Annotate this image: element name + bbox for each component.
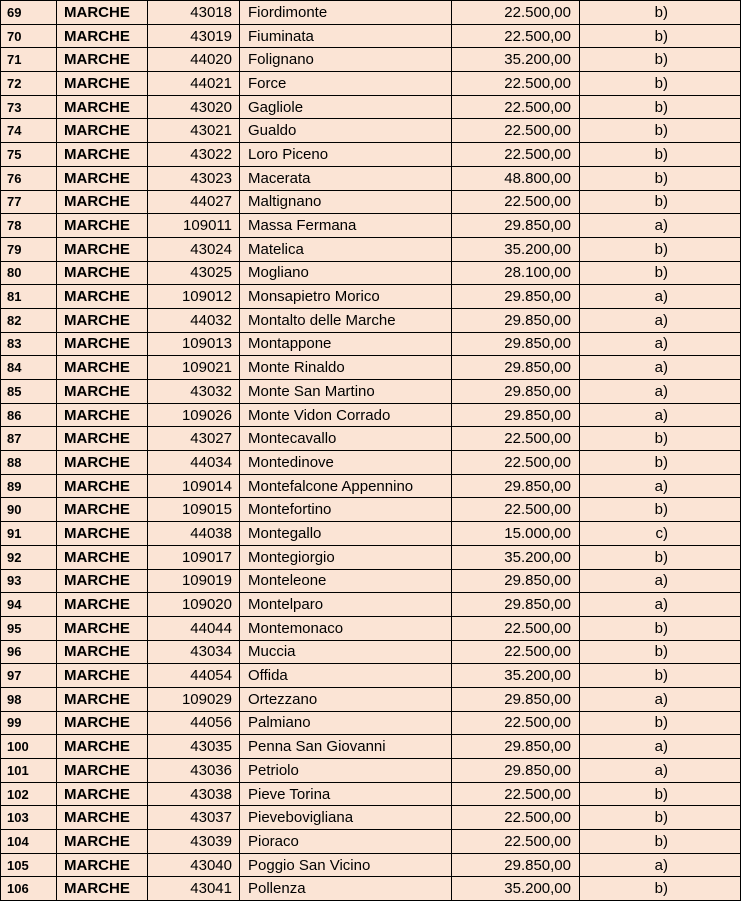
table-row [1,759,741,783]
comune-name-cell: Montefortino [240,498,452,522]
class-cell: b) [580,237,741,261]
row-number-cell: 94 [1,593,57,617]
amount-cell: 28.100,00 [452,261,580,285]
code-cell: 109019 [148,569,240,593]
region-cell: MARCHE [57,95,148,119]
class-cell: b) [580,806,741,830]
row-number-cell: 78 [1,214,57,238]
amount-cell: 22.500,00 [452,72,580,96]
comune-name-cell: Montalto delle Marche [240,308,452,332]
region-cell: MARCHE [57,261,148,285]
region-cell: MARCHE [57,664,148,688]
code-cell: 43019 [148,24,240,48]
table-row [1,214,741,238]
region-cell: MARCHE [57,332,148,356]
region-cell: MARCHE [57,830,148,854]
row-number-cell: 79 [1,237,57,261]
row-number-cell: 103 [1,806,57,830]
amount-cell: 22.500,00 [452,427,580,451]
row-number-cell: 70 [1,24,57,48]
amount-cell: 22.500,00 [452,451,580,475]
table-row [1,403,741,427]
comune-name-cell: Matelica [240,237,452,261]
region-cell: MARCHE [57,214,148,238]
row-number-cell: 84 [1,356,57,380]
code-cell: 43024 [148,237,240,261]
row-number-cell: 106 [1,877,57,901]
row-number-cell: 101 [1,759,57,783]
code-cell: 44027 [148,190,240,214]
row-number-cell: 98 [1,687,57,711]
code-cell: 109011 [148,214,240,238]
class-cell: b) [580,1,741,25]
table-row [1,237,741,261]
region-cell: MARCHE [57,522,148,546]
table-row [1,166,741,190]
region-cell: MARCHE [57,711,148,735]
code-cell: 43038 [148,782,240,806]
class-cell: a) [580,593,741,617]
row-number-cell: 73 [1,95,57,119]
amount-cell: 22.500,00 [452,616,580,640]
table-row [1,332,741,356]
row-number-cell: 71 [1,48,57,72]
class-cell: b) [580,830,741,854]
amount-cell: 22.500,00 [452,190,580,214]
code-cell: 43035 [148,735,240,759]
class-cell: a) [580,285,741,309]
comune-name-cell: Mogliano [240,261,452,285]
table-row [1,806,741,830]
amount-cell: 29.850,00 [452,380,580,404]
region-cell: MARCHE [57,687,148,711]
region-cell: MARCHE [57,285,148,309]
code-cell: 43040 [148,853,240,877]
comune-name-cell: Fiuminata [240,24,452,48]
code-cell: 109021 [148,356,240,380]
code-cell: 43041 [148,877,240,901]
code-cell: 44056 [148,711,240,735]
class-cell: b) [580,48,741,72]
class-cell: b) [580,166,741,190]
table-row [1,380,741,404]
code-cell: 109015 [148,498,240,522]
region-cell: MARCHE [57,640,148,664]
code-cell: 109026 [148,403,240,427]
class-cell: a) [580,380,741,404]
table-row [1,569,741,593]
row-number-cell: 83 [1,332,57,356]
row-number-cell: 92 [1,545,57,569]
table-row [1,640,741,664]
comune-name-cell: Monsapietro Morico [240,285,452,309]
table-row [1,877,741,901]
region-cell: MARCHE [57,545,148,569]
row-number-cell: 90 [1,498,57,522]
comune-name-cell: Ortezzano [240,687,452,711]
region-cell: MARCHE [57,759,148,783]
code-cell: 44020 [148,48,240,72]
code-cell: 109029 [148,687,240,711]
table-row [1,451,741,475]
comune-name-cell: Muccia [240,640,452,664]
table-row [1,522,741,546]
region-cell: MARCHE [57,24,148,48]
region-cell: MARCHE [57,498,148,522]
table-row [1,24,741,48]
row-number-cell: 91 [1,522,57,546]
class-cell: b) [580,545,741,569]
amount-cell: 29.850,00 [452,687,580,711]
table-row [1,48,741,72]
table-row [1,1,741,25]
comune-name-cell: Montelparo [240,593,452,617]
comune-name-cell: Gualdo [240,119,452,143]
table-row [1,711,741,735]
table-row [1,95,741,119]
row-number-cell: 105 [1,853,57,877]
amount-cell: 22.500,00 [452,95,580,119]
code-cell: 43022 [148,143,240,167]
class-cell: a) [580,474,741,498]
table-row [1,735,741,759]
region-cell: MARCHE [57,166,148,190]
amount-cell: 22.500,00 [452,782,580,806]
amount-cell: 29.850,00 [452,759,580,783]
table-row [1,782,741,806]
row-number-cell: 80 [1,261,57,285]
code-cell: 44054 [148,664,240,688]
row-number-cell: 82 [1,308,57,332]
region-cell: MARCHE [57,569,148,593]
amount-cell: 22.500,00 [452,711,580,735]
comune-name-cell: Monte San Martino [240,380,452,404]
table-row [1,72,741,96]
code-cell: 43027 [148,427,240,451]
table-row [1,853,741,877]
class-cell: a) [580,356,741,380]
amount-cell: 22.500,00 [452,143,580,167]
region-cell: MARCHE [57,237,148,261]
class-cell: b) [580,119,741,143]
comune-name-cell: Pioraco [240,830,452,854]
comune-name-cell: Montefalcone Appennino [240,474,452,498]
row-number-cell: 69 [1,1,57,25]
class-cell: b) [580,24,741,48]
region-cell: MARCHE [57,877,148,901]
code-cell: 43036 [148,759,240,783]
region-cell: MARCHE [57,735,148,759]
comune-name-cell: Monteleone [240,569,452,593]
comune-name-cell: Pollenza [240,877,452,901]
comune-name-cell: Gagliole [240,95,452,119]
amount-cell: 29.850,00 [452,474,580,498]
table-row [1,545,741,569]
row-number-cell: 88 [1,451,57,475]
region-cell: MARCHE [57,1,148,25]
row-number-cell: 85 [1,380,57,404]
region-cell: MARCHE [57,119,148,143]
amount-cell: 29.850,00 [452,403,580,427]
region-cell: MARCHE [57,616,148,640]
row-number-cell: 75 [1,143,57,167]
code-cell: 43020 [148,95,240,119]
table-row [1,190,741,214]
table-row [1,830,741,854]
region-cell: MARCHE [57,380,148,404]
amount-cell: 29.850,00 [452,285,580,309]
code-cell: 43018 [148,1,240,25]
class-cell: b) [580,782,741,806]
row-number-cell: 99 [1,711,57,735]
amount-cell: 35.200,00 [452,664,580,688]
region-cell: MARCHE [57,190,148,214]
table-body [1,1,741,901]
region-cell: MARCHE [57,806,148,830]
class-cell: b) [580,72,741,96]
region-cell: MARCHE [57,403,148,427]
comune-name-cell: Montemonaco [240,616,452,640]
class-cell: a) [580,735,741,759]
row-number-cell: 76 [1,166,57,190]
table-row [1,474,741,498]
code-cell: 43032 [148,380,240,404]
table-row [1,356,741,380]
region-cell: MARCHE [57,451,148,475]
class-cell: b) [580,664,741,688]
comune-name-cell: Offida [240,664,452,688]
table-row [1,119,741,143]
code-cell: 43034 [148,640,240,664]
comune-name-cell: Montedinove [240,451,452,475]
code-cell: 43021 [148,119,240,143]
comune-name-cell: Poggio San Vicino [240,853,452,877]
table-row [1,687,741,711]
table-row [1,308,741,332]
amount-cell: 22.500,00 [452,806,580,830]
amount-cell: 48.800,00 [452,166,580,190]
comune-name-cell: Force [240,72,452,96]
table-row [1,261,741,285]
amount-cell: 29.850,00 [452,332,580,356]
class-cell: a) [580,687,741,711]
region-cell: MARCHE [57,782,148,806]
row-number-cell: 77 [1,190,57,214]
class-cell: b) [580,711,741,735]
class-cell: b) [580,451,741,475]
code-cell: 44038 [148,522,240,546]
class-cell: b) [580,498,741,522]
class-cell: b) [580,616,741,640]
table-row [1,143,741,167]
amount-cell: 22.500,00 [452,640,580,664]
code-cell: 44032 [148,308,240,332]
class-cell: a) [580,308,741,332]
region-cell: MARCHE [57,474,148,498]
class-cell: b) [580,640,741,664]
comune-name-cell: Montecavallo [240,427,452,451]
table-row [1,498,741,522]
amount-cell: 22.500,00 [452,119,580,143]
row-number-cell: 96 [1,640,57,664]
row-number-cell: 97 [1,664,57,688]
class-cell: a) [580,332,741,356]
class-cell: b) [580,95,741,119]
class-cell: b) [580,143,741,167]
class-cell: b) [580,261,741,285]
region-cell: MARCHE [57,48,148,72]
class-cell: b) [580,190,741,214]
class-cell: b) [580,877,741,901]
comune-name-cell: Maltignano [240,190,452,214]
row-number-cell: 74 [1,119,57,143]
class-cell: a) [580,403,741,427]
amount-cell: 35.200,00 [452,545,580,569]
code-cell: 44034 [148,451,240,475]
code-cell: 109012 [148,285,240,309]
amount-cell: 29.850,00 [452,214,580,238]
comune-name-cell: Pieve Torina [240,782,452,806]
class-cell: c) [580,522,741,546]
code-cell: 43039 [148,830,240,854]
comune-name-cell: Massa Fermana [240,214,452,238]
class-cell: a) [580,569,741,593]
class-cell: b) [580,427,741,451]
amount-cell: 29.850,00 [452,569,580,593]
comune-name-cell: Penna San Giovanni [240,735,452,759]
table-row [1,616,741,640]
row-number-cell: 72 [1,72,57,96]
code-cell: 109020 [148,593,240,617]
table-row [1,593,741,617]
comune-name-cell: Montegiorgio [240,545,452,569]
table-row [1,664,741,688]
code-cell: 44021 [148,72,240,96]
amount-cell: 29.850,00 [452,593,580,617]
amount-cell: 35.200,00 [452,48,580,72]
amount-cell: 22.500,00 [452,498,580,522]
class-cell: a) [580,853,741,877]
table-row [1,285,741,309]
comune-name-cell: Pievebovigliana [240,806,452,830]
row-number-cell: 95 [1,616,57,640]
comune-name-cell: Montappone [240,332,452,356]
amount-cell: 35.200,00 [452,877,580,901]
amount-cell: 22.500,00 [452,24,580,48]
class-cell: a) [580,214,741,238]
region-cell: MARCHE [57,427,148,451]
comune-name-cell: Palmiano [240,711,452,735]
code-cell: 43025 [148,261,240,285]
code-cell: 109013 [148,332,240,356]
region-cell: MARCHE [57,853,148,877]
code-cell: 43037 [148,806,240,830]
code-cell: 109014 [148,474,240,498]
amount-cell: 29.850,00 [452,356,580,380]
row-number-cell: 102 [1,782,57,806]
row-number-cell: 87 [1,427,57,451]
row-number-cell: 89 [1,474,57,498]
code-cell: 43023 [148,166,240,190]
comune-name-cell: Petriolo [240,759,452,783]
comune-name-cell: Monte Vidon Corrado [240,403,452,427]
comune-name-cell: Loro Piceno [240,143,452,167]
comune-name-cell: Folignano [240,48,452,72]
comune-name-cell: Fiordimonte [240,1,452,25]
region-cell: MARCHE [57,72,148,96]
amount-cell: 22.500,00 [452,830,580,854]
row-number-cell: 93 [1,569,57,593]
amount-cell: 29.850,00 [452,853,580,877]
comune-name-cell: Montegallo [240,522,452,546]
row-number-cell: 104 [1,830,57,854]
code-cell: 109017 [148,545,240,569]
row-number-cell: 86 [1,403,57,427]
row-number-cell: 81 [1,285,57,309]
amount-cell: 15.000,00 [452,522,580,546]
amount-cell: 35.200,00 [452,237,580,261]
amount-cell: 29.850,00 [452,735,580,759]
comune-name-cell: Monte Rinaldo [240,356,452,380]
amount-cell: 29.850,00 [452,308,580,332]
class-cell: a) [580,759,741,783]
region-cell: MARCHE [57,143,148,167]
code-cell: 44044 [148,616,240,640]
row-number-cell: 100 [1,735,57,759]
region-cell: MARCHE [57,308,148,332]
region-cell: MARCHE [57,593,148,617]
amount-cell: 22.500,00 [452,1,580,25]
table-row [1,427,741,451]
comune-name-cell: Macerata [240,166,452,190]
region-cell: MARCHE [57,356,148,380]
